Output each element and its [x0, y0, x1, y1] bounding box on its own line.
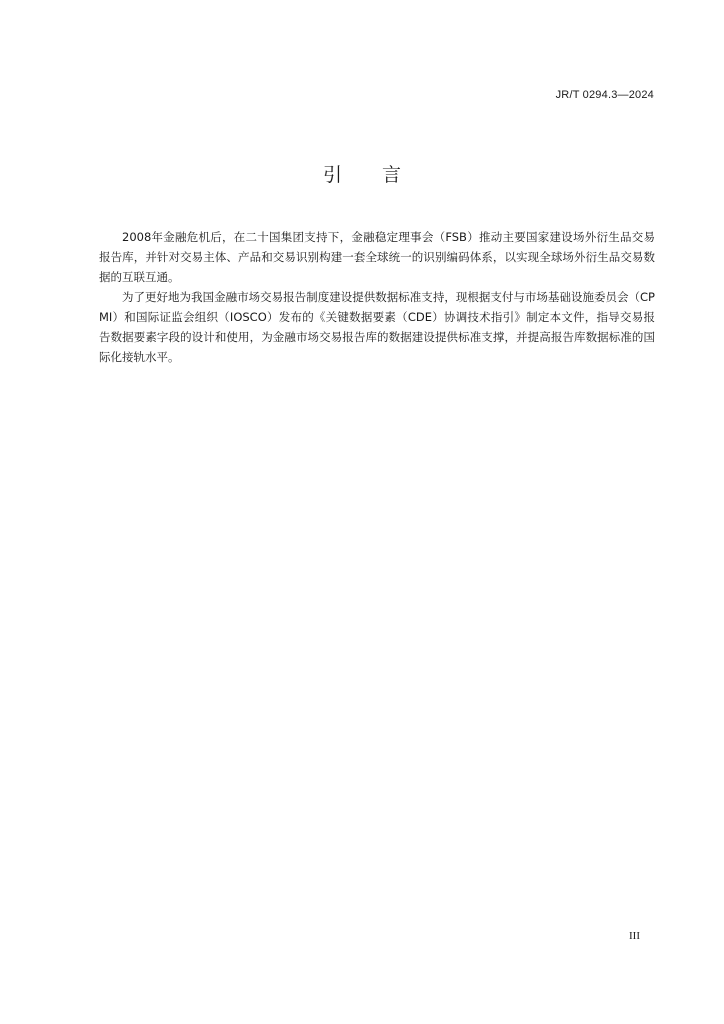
- paragraph-2: 为了更好地为我国金融市场交易报告制度建设提供数据标准支持，现根据支付与市场基础设施委员会（CPMI）和国际证监会组织（IOSCO）发布的《关键数据要素（CDE）协调技术指引》制定本文件，指导交易报告数据要素字段的设计和使用，为金融市场交易报告库的数据建设提供标准支撑，并提高报告库数据标准的国际化接轨水平。: [99, 290, 655, 364]
- page-number: III: [629, 930, 640, 942]
- introduction-body: [99, 227, 655, 367]
- paragraph-1: 2008年金融危机后，在二十国集团支持下，金融稳定理事会（FSB）推动主要国家建设场外衍生品交易报告库，并针对交易主体、产品和交易识别构建一套全球统一的识别编码体系，以实现全球场外衍生品交易数据的互联互通。: [99, 230, 655, 284]
- page-title: [0, 163, 724, 187]
- title-char-2: 言: [382, 164, 402, 186]
- document-code: JR/T 0294.3—2024: [555, 89, 654, 101]
- title-char-1: 引: [322, 164, 342, 186]
